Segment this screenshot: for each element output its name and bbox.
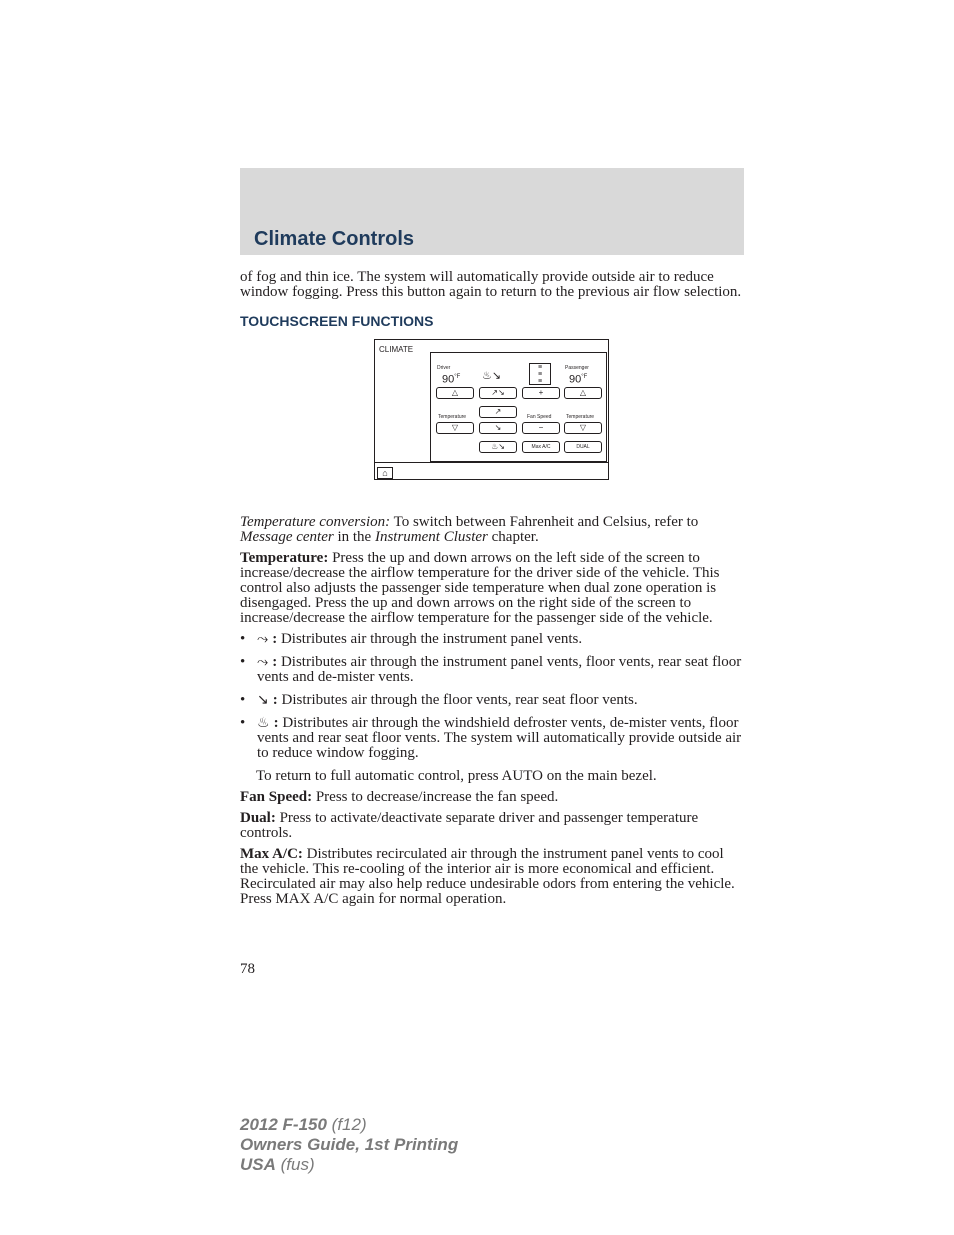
airflow-bullet-list xyxy=(240,632,744,761)
climate-screen xyxy=(374,339,609,480)
list-item: • ↘ : Distributes air through the floor vents, rear seat floor vents. xyxy=(240,693,744,708)
intro-paragraph: of fog and thin ice. The system will automatically provide outside air to reduce window fogging. Press this button again to return to the previous air flow selection. xyxy=(240,269,742,300)
message-center-ref: Message center xyxy=(240,529,334,545)
temp-conversion-label: Temperature conversion: xyxy=(240,514,391,530)
auto-note: To return to full automatic control, press AUTO on the main bezel. xyxy=(256,768,657,784)
passenger-temp-down-button[interactable]: ▽ xyxy=(564,422,602,434)
passenger-temperature-label: Temperature xyxy=(566,414,595,420)
page-title: Climate Controls xyxy=(254,228,415,250)
instrument-cluster-ref: Instrument Cluster xyxy=(374,529,488,545)
list-item: • ⤳ : Distributes air through the instrument panel vents. xyxy=(240,632,744,647)
fan-speed-up-button[interactable]: + xyxy=(522,387,560,399)
temp-conversion-paragraph: Temperature conversion: To switch between Fahrenheit and Celsius, refer to Message center in the Instrument Cluster chapter. xyxy=(240,514,699,545)
max-ac-paragraph: Max A/C: Distributes recirculated air through the instrument panel vents to cool the vehicle. This re-cooling of the interior air is more economical and efficient. Recirculated air may also help reduce undesirable odors from entering the vehicle. Press MAX A/C again for normal operation. xyxy=(240,846,735,907)
list-item: • ⤳ : Distributes air through the instrument panel vents, floor vents, rear seat floor vents and de-mister vents. xyxy=(240,655,744,685)
driver-temp-down-button[interactable]: ▽ xyxy=(436,422,474,434)
floor-vent-icon: ↘ xyxy=(257,693,269,708)
section-heading: TOUCHSCREEN FUNCTIONS xyxy=(240,313,434,329)
driver-label: Driver xyxy=(437,365,451,371)
dual-paragraph: Dual: Press to activate/deactivate separate driver and passenger temperature controls. xyxy=(240,810,699,841)
footer-model-line: 2012 F-150 (f12) xyxy=(240,1115,367,1134)
touchscreen-figure xyxy=(240,339,744,515)
footer-guide-line: Owners Guide, 1st Printing xyxy=(240,1135,459,1154)
main-content xyxy=(240,270,744,913)
list-item: • ♨ : Distributes air through the windshield defroster vents, de-mister vents, floor vents and rear seat floor vents. The system will automatically provide outside air to reduce window fogging. xyxy=(240,716,744,761)
fan-speed-paragraph: Fan Speed: Press to decrease/increase the fan speed. xyxy=(240,789,559,805)
panel-floor-vent-button[interactable]: ↗↘ xyxy=(479,387,517,399)
passenger-label: Passenger xyxy=(565,365,589,371)
screen-title: CLIMATE xyxy=(379,345,414,354)
climate-panel xyxy=(430,352,607,462)
passenger-temp-up-button[interactable]: △ xyxy=(564,387,602,399)
panel-vent-button[interactable]: ↗ xyxy=(479,406,517,418)
max-ac-button[interactable]: Max A/C xyxy=(522,441,560,453)
fan-speed-down-button[interactable]: − xyxy=(522,422,560,434)
home-icon[interactable]: ⌂ xyxy=(377,467,393,479)
passenger-temp: $90^{^\circ F}$ xyxy=(569,373,588,386)
temperature-paragraph: Temperature: Press the up and down arrows on the left side of the screen to increase/decrease the airflow temperature for the driver side of the vehicle. This control also adjusts the passenger side temperature when dual zone operation is disengaged. Press the up and down arrows on the right side of the screen to increase/decrease the airflow temperature for the passenger side of the vehicle. xyxy=(240,550,720,626)
panel-vent-icon: ⤳ xyxy=(257,632,269,647)
driver-temperature-label: Temperature xyxy=(438,414,467,420)
driver-temp: $90^{^\circ F}$ xyxy=(442,373,461,386)
floor-vent-button[interactable]: ↘ xyxy=(479,422,517,434)
footer-region-line: USA (fus) xyxy=(240,1155,315,1174)
fan-icon: ≡ ≡ ≡ xyxy=(529,363,551,385)
screen-divider xyxy=(375,462,608,463)
page-number: 78 xyxy=(240,961,255,977)
temperature-label: Temperature: xyxy=(240,550,329,566)
panel-floor-vent-icon: ⤳ xyxy=(257,655,269,670)
dual-button[interactable]: DUAL xyxy=(564,441,602,453)
driver-temp-up-button[interactable]: △ xyxy=(436,387,474,399)
defrost-floor-icon: ♨ xyxy=(257,716,270,731)
header-band xyxy=(240,168,744,255)
footer xyxy=(240,1115,458,1175)
defrost-floor-button[interactable]: ♨↘ xyxy=(479,441,517,453)
defrost-floor-icon[interactable]: ♨↘ xyxy=(482,370,502,382)
fan-speed-label: Fan Speed xyxy=(527,414,552,420)
